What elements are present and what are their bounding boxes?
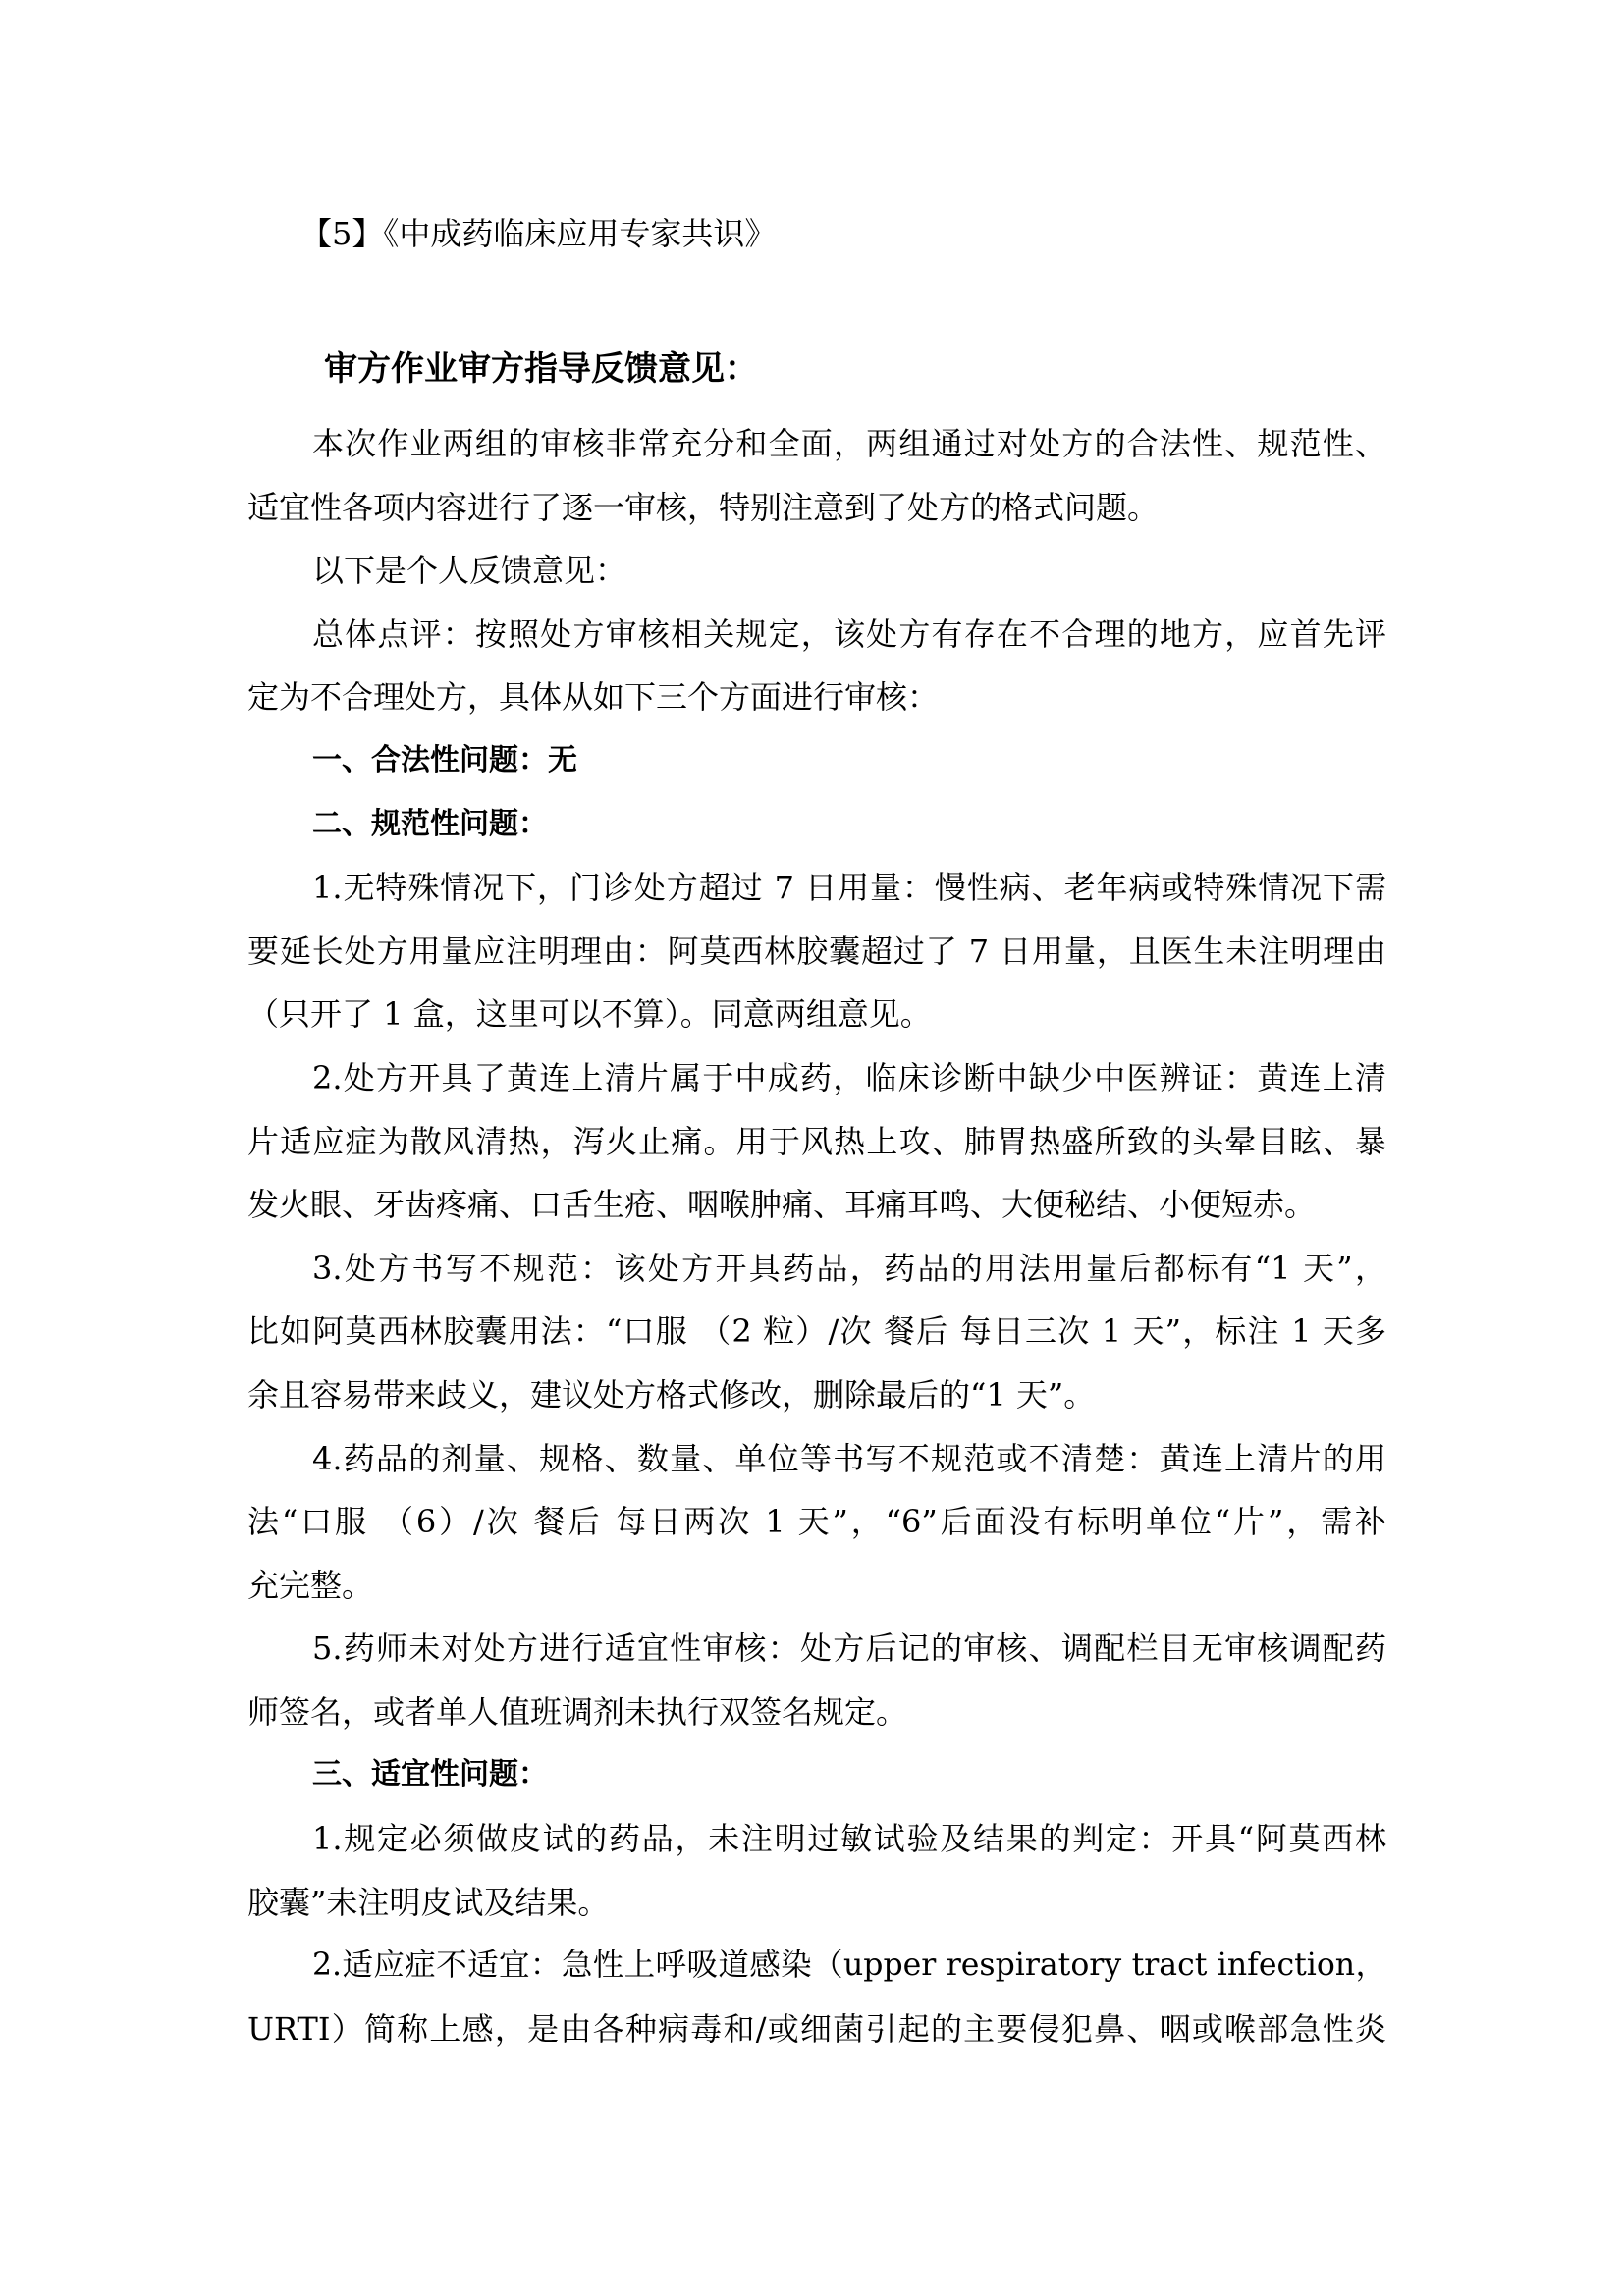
suitability-item-1-line-2: 胶囊”未注明皮试及结果。 (247, 1883, 610, 1921)
reference-citation: 【5】《中成药临床应用专家共识》 (300, 215, 777, 252)
personal-feedback-line: 以下是个人反馈意见： (312, 552, 627, 590)
standard-item-3-line-1: 3.处方书写不规范：该处方开具药品，药品的用法用量后都标有“1 天”， (312, 1249, 1386, 1287)
standard-item-1-line-2: 要延长处方用量应注明理由：阿莫西林胶囊超过了 7 日用量，且医生未注明理由 (247, 932, 1386, 970)
standard-item-4-line-2: 法“口服 （6）/次 餐后 每日两次 1 天”，“6”后面没有标明单位“片”，需补 (247, 1503, 1386, 1541)
feedback-heading: 审方作业审方指导反馈意见： (324, 349, 758, 389)
body-text (247, 412, 1386, 2060)
standard-item-5-line-2: 师签名，或者单人值班调剂未执行双签名规定。 (247, 1692, 908, 1731)
standard-item-2-line-2: 片适应症为散风清热，泻火止痛。用于风热上攻、肺胃热盛所致的头晕目眩、暴 (247, 1122, 1386, 1160)
standard-item-3-line-2: 比如阿莫西林胶囊用法：“口服 （2 粒）/次 餐后 每日三次 1 天”，标注 1 天多 (247, 1312, 1386, 1351)
section-suitability-heading: 三、适宜性问题： (312, 1757, 548, 1792)
standard-item-1-line-3: （只开了 1 盒，这里可以不算）。同意两组意见。 (247, 995, 932, 1034)
standard-item-5-line-1: 5.药师未对处方进行适宜性审核：处方后记的审核、调配栏目无审核调配药 (312, 1629, 1386, 1668)
overall-line-1: 总体点评：按照处方审核相关规定，该处方有存在不合理的地方，应首先评 (312, 614, 1386, 653)
standard-item-1-line-1: 1.无特殊情况下，门诊处方超过 7 日用量：慢性病、老年病或特殊情况下需 (312, 869, 1386, 907)
standard-item-4-line-3: 充完整。 (247, 1566, 374, 1604)
section-legality-heading: 一、合法性问题：无 (312, 742, 577, 777)
suitability-item-2-line-2: URTI）简称上感，是由各种病毒和/或细菌引起的主要侵犯鼻、咽或喉部急性炎 (247, 2009, 1386, 2048)
standard-item-4-line-1: 4.药品的剂量、规格、数量、单位等书写不规范或不清楚：黄连上清片的用 (312, 1439, 1386, 1477)
reference-block (247, 202, 1386, 266)
standard-item-3-line-3: 余且容易带来歧义，建议处方格式修改，删除最后的“1 天”。 (247, 1375, 1096, 1414)
standard-item-2-line-1: 2.处方开具了黄连上清片属于中成药，临床诊断中缺少中医辨证：黄连上清 (312, 1058, 1386, 1096)
heading-block (247, 338, 1386, 401)
intro-line-2: 适宜性各项内容进行了逐一审核，特别注意到了处方的格式问题。 (247, 488, 1160, 526)
intro-line-1: 本次作业两组的审核非常充分和全面，两组通过对处方的合法性、规范性、 (312, 425, 1386, 462)
overall-line-2: 定为不合理处方，具体从如下三个方面进行审核： (247, 678, 940, 717)
standard-item-2-line-3: 发火眼、牙齿疼痛、口舌生疮、咽喉肿痛、耳痛耳鸣、大便秘结、小便短赤。 (247, 1186, 1317, 1224)
suitability-item-1-line-1: 1.规定必须做皮试的药品，未注明过敏试验及结果的判定：开具“阿莫西林 (312, 1820, 1386, 1858)
section-standard-heading: 二、规范性问题： (312, 806, 548, 841)
suitability-item-2-line-1: 2.适应症不适宜：急性上呼吸道感染（upper respiratory tract infection， (312, 1948, 1386, 1984)
